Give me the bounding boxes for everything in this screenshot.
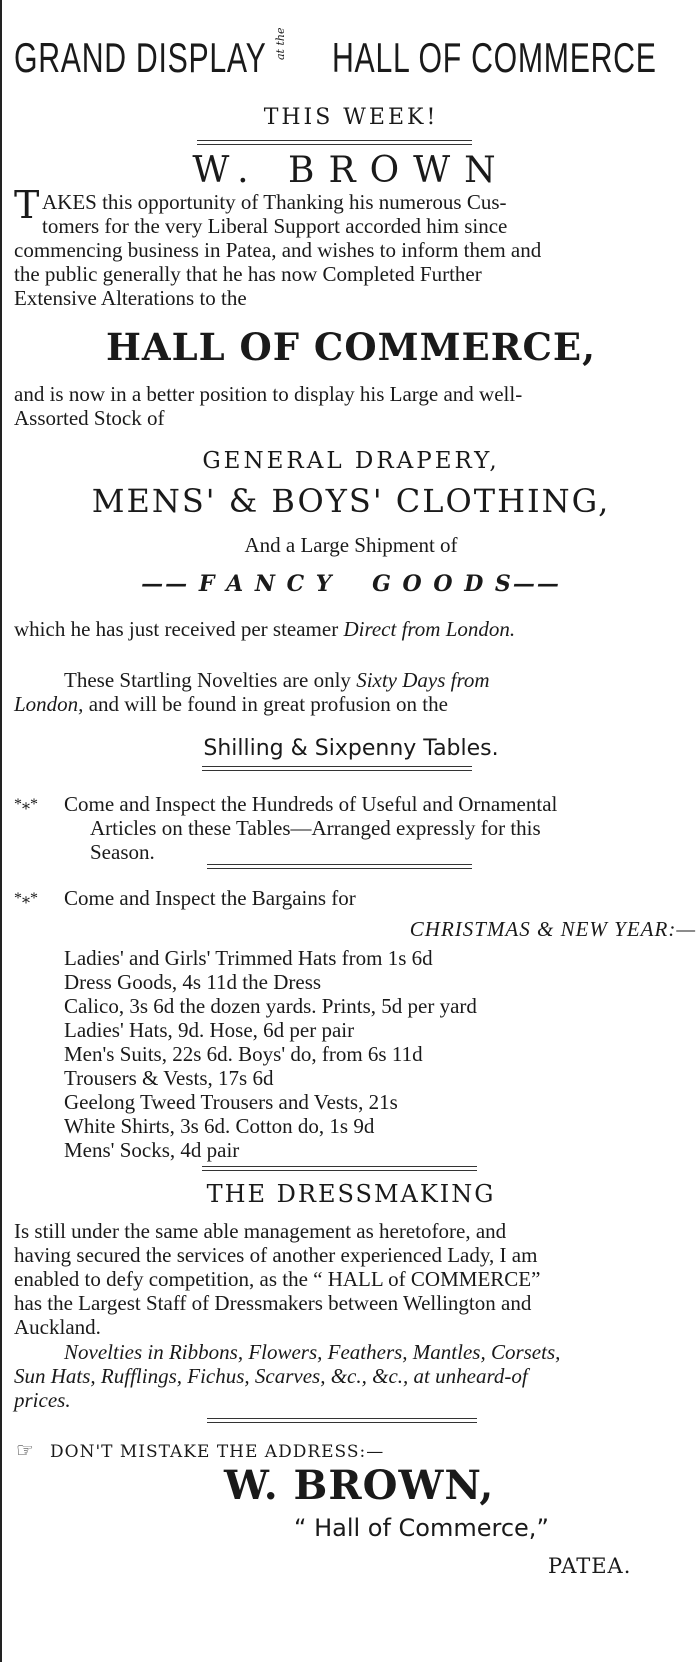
footer-hall: “ Hall of Commerce,” — [294, 1514, 549, 1542]
position-line: and is now in a better position to display his Large and well- — [14, 382, 523, 406]
dressmaking-line: enabled to defy competition, as the “ HALL of COMMERCE” — [14, 1267, 541, 1291]
bargain-item: Calico, 3s 6d the dozen yards. Prints, 5d per yard — [64, 994, 477, 1018]
novelties-italic: Sixty Days from — [356, 668, 490, 692]
dressmaking-line: has the Largest Staff of Dressmakers between Wellington and — [14, 1291, 532, 1315]
divider — [202, 1166, 477, 1171]
intro-drop-cap: T — [14, 183, 40, 227]
intro-line: AKES this opportunity of Thanking his numerous Cus- — [42, 190, 507, 214]
dressmaking-line: Auckland. — [14, 1315, 101, 1339]
merchant-name: W. BROWN — [192, 150, 510, 191]
intro-line: tomers for the very Liberal Support accorded him since — [42, 214, 508, 238]
dressmaking-line: Is still under the same able management as heretofore, and — [14, 1219, 507, 1243]
general-drapery-heading: GENERAL DRAPERY, — [202, 448, 500, 474]
bargain-item: Mens' Socks, 4d pair — [64, 1138, 240, 1162]
divider — [197, 140, 472, 145]
bargain-item: Geelong Tweed Trousers and Vests, 21s — [64, 1090, 398, 1114]
novelty-line: Sun Hats, Rufflings, Fichus, Scarves, &c., &c., at unheard-of — [14, 1364, 528, 1388]
novelty-line: prices. — [14, 1388, 71, 1412]
header-left: GRAND DISPLAY — [14, 34, 267, 81]
large-shipment-line: And a Large Shipment of — [244, 533, 458, 557]
header-at-the: at the — [274, 27, 287, 60]
received-prefix: which he has just received per steamer — [14, 617, 339, 641]
address-notice: DON'T MISTAKE THE ADDRESS:— — [50, 1442, 385, 1462]
intro-line: Extensive Alterations to the — [14, 286, 247, 310]
inspect-tables-line: Come and Inspect the Hundreds of Useful and Ornamental — [64, 792, 558, 816]
received-line — [14, 617, 515, 642]
divider — [207, 1418, 477, 1423]
christmas-new-year: CHRISTMAS & NEW YEAR:— — [409, 917, 696, 941]
intro-line: the public generally that he has now Completed Further — [14, 262, 482, 286]
hall-of-commerce-title: HALL OF COMMERCE, — [105, 325, 597, 369]
bargain-item: Men's Suits, 22s 6d. Boys' do, from 6s 11d — [64, 1042, 423, 1066]
dressmaking-heading: THE DRESSMAKING — [206, 1180, 496, 1208]
received-italic: Direct from London. — [343, 617, 516, 641]
inspect-tables-line: Articles on these Tables—Arranged expressly for this — [90, 816, 541, 840]
novelties-suffix: and will be found in great profusion on the — [88, 692, 448, 716]
bargain-item: Trousers & Vests, 17s 6d — [64, 1066, 274, 1090]
position-line: Assorted Stock of — [14, 406, 165, 430]
dressmaking-line: having secured the services of another experienced Lady, I am — [14, 1243, 538, 1267]
tables-heading: Shilling & Sixpenny Tables. — [203, 736, 499, 761]
footer-town: PATEA. — [548, 1554, 632, 1578]
divider — [207, 864, 472, 869]
novelties-line — [14, 692, 448, 717]
fancy-goods-heading: —— F A N C Y G O O D S—— — [141, 571, 561, 597]
asterism-marker: *⁎* — [14, 890, 38, 907]
bargain-item: White Shirts, 3s 6d. Cotton do, 1s 9d — [64, 1114, 375, 1138]
novelty-line: Novelties in Ribbons, Flowers, Feathers, Mantles, Corsets, — [64, 1340, 561, 1364]
novelties-prefix: These Startling Novelties are only — [64, 668, 351, 692]
novelties-london: London, — [14, 692, 84, 716]
inspect-tables-line: Season. — [90, 840, 155, 864]
intro-line: commencing business in Patea, and wishes to inform them and — [14, 238, 542, 262]
inspect-bargains-line: Come and Inspect the Bargains for — [64, 886, 356, 910]
header-right: HALL OF COMMERCE — [332, 34, 657, 81]
bargain-item: Ladies' Hats, 9d. Hose, 6d per pair — [64, 1018, 355, 1042]
footer-merchant-name: W. BROWN, — [224, 1462, 495, 1509]
pointing-hand-icon: ☞ — [16, 1438, 34, 1462]
this-week-heading: THIS WEEK! — [263, 105, 439, 130]
novelties-line — [64, 668, 490, 693]
bargain-item: Dress Goods, 4s 11d the Dress — [64, 970, 322, 994]
mens-boys-clothing-heading: MENS' & BOYS' CLOTHING, — [91, 482, 611, 520]
asterism-marker: *⁎* — [14, 796, 38, 813]
bargain-item: Ladies' and Girls' Trimmed Hats from 1s 6d — [64, 946, 433, 970]
divider — [202, 766, 472, 771]
